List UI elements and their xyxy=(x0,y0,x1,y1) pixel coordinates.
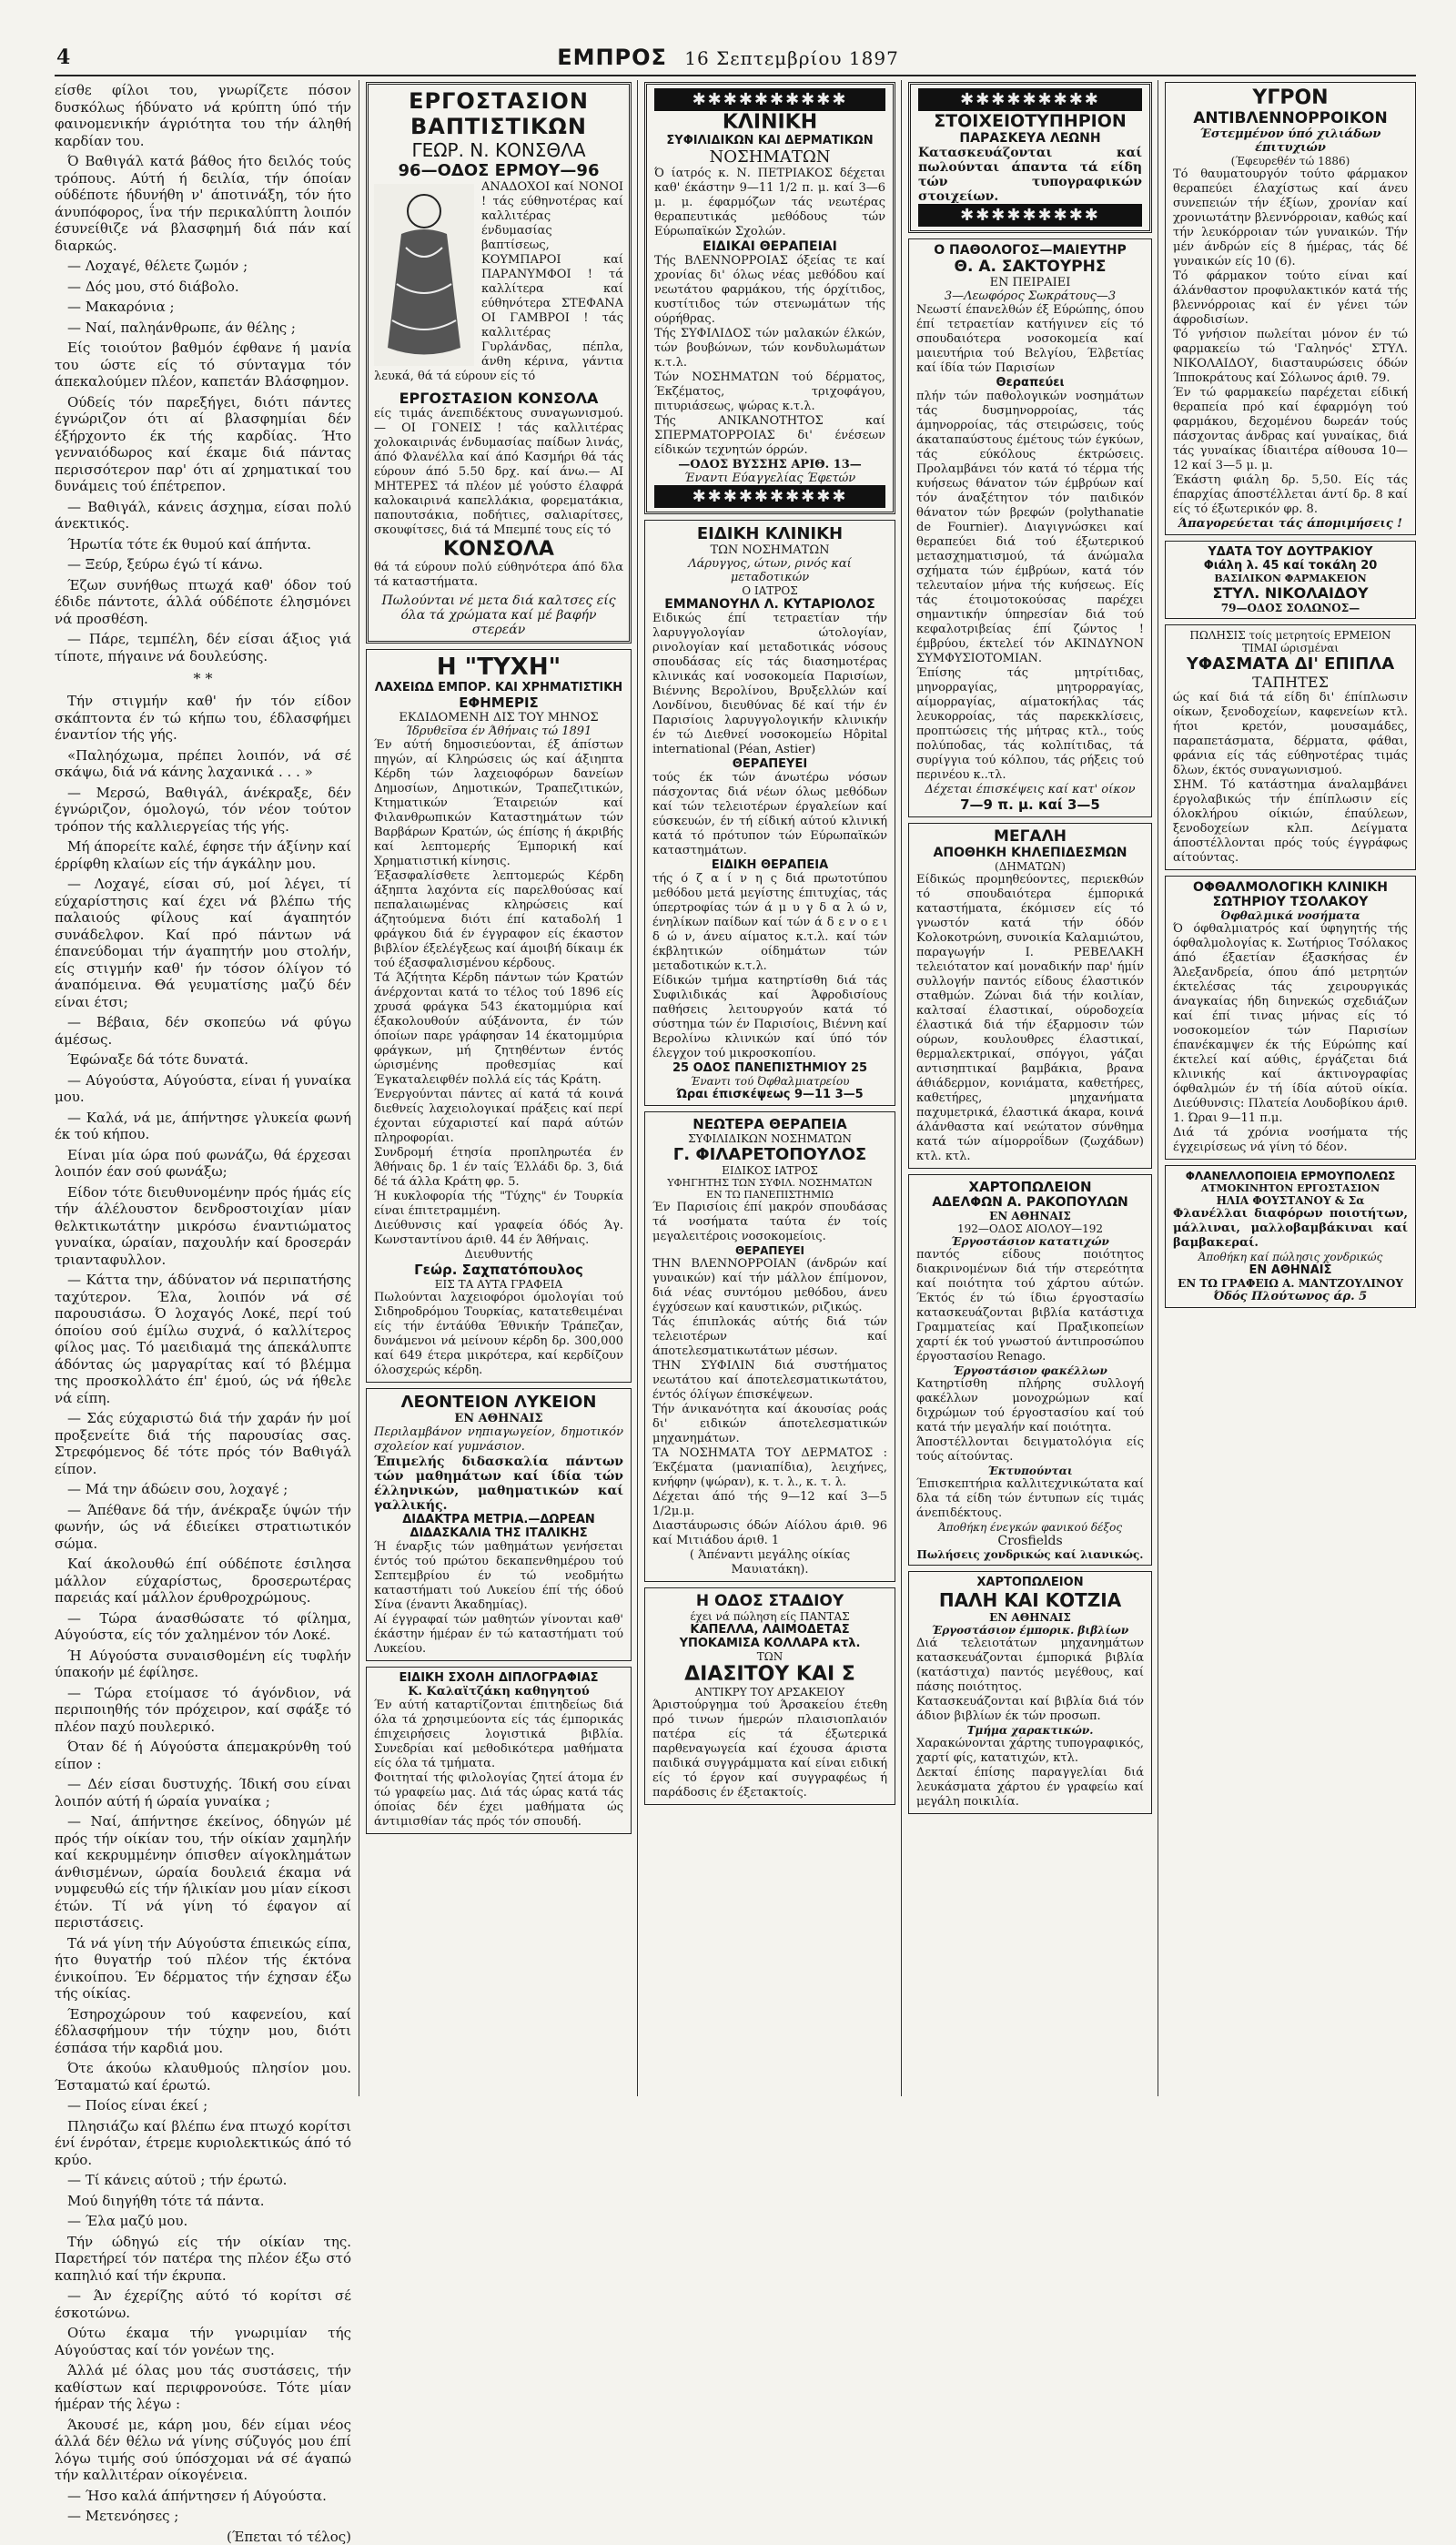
ad-address: 25 ΟΔΟΣ ΠΑΝΕΠΙΣΤΗΜΙΟΥ 25 xyxy=(652,1061,887,1075)
ad-subtitle: ΑΠΟΘΗΚΗ ΚΗΛΕΠΙΔΕΣΜΩΝ xyxy=(916,846,1144,860)
ad-text: Έν αύτή δημοσιεύονται, έξ άπίστων πηγών, αί Κληρώσεις ώς καί άξιηπτα Κέρδη τών λαχειοφόρων δανείων Δημοσίων, Δημοτικών, Τραπεζιτικών, Κτηματικών Έταιρειών καί Φιλανθρωπικών Καταστημάτων τών Βαρβάρων Κρατών, ώς έπίσης ή άκριβής καί λεπτομερής Έμπορική καί Χρηματιστική κίνησις. xyxy=(374,738,623,869)
ad-text: Είδικών τμήμα κατηρτίσθη διά τάς Συφιλιδικάς καί Άφροδισίους παθήσεις λειτουργούν κατά τό σύστημα τών έν Παρισίοις, Βιέννη καί Βερολίνω κλινικών καί ύπό τόν έλεγχον τού μικροσκοπίου. xyxy=(652,974,887,1061)
story-paragraph: — Βαθιγάλ, κάνεις άσχημα, είσαι πολύ άνεκτικός. xyxy=(55,499,351,532)
ad-column-3 xyxy=(644,82,895,2098)
ad-subtitle: ΕΚΔΙΔΟΜΕΝΗ ΔΙΣ ΤΟΥ ΜΗΝΟΣ xyxy=(374,711,623,725)
ad-subtitle: Λάρυγγος, ώτων, ρινός καί μεταδοτικών xyxy=(652,557,887,584)
ad-text: Δέχεται έπισκέψεις καί κατ' οίκον xyxy=(916,783,1144,796)
story-paragraph: Έφώναξε δά τότε δυνατά. xyxy=(55,1051,351,1069)
story-paragraph: Είς τοιούτον βαθμόν έφθανε ή μανία του ώστε είς τό σύνταγμα τόν άπεκαλούμεν πλέον, καπετάν Βλάσφημον. xyxy=(55,340,351,390)
ad-text: ώς καί διά τά είδη δι' έπίπλωσιν οίκων, ξενοδοχείων, καφενείων κτλ. ήτοι κρετόν, μουσαμάδες, παραπετάσματα, δέρματα, φάθαι, φράνια είς τάς εύθηνοτέρας τιμάς δλων, έκτός συναγωνισμού. xyxy=(1173,691,1408,778)
ad-subtitle: (ΔΗΜΑΤΩΝ) xyxy=(916,860,1144,873)
ad-text: Πωλήσεις χονδρικώς καί λιανικώς. xyxy=(916,1548,1144,1561)
ad-name: Γεώρ. Σαχπατόπουλος xyxy=(374,1262,623,1278)
ad-text: ΑΝΑΔΟΧΟΙ καί ΝΟΝΟΙ ! τάς εύθηνοτέρας καί καλλιτέρας ένδυμασίας βαπτίσεως, ΚΟΥΜΠΑΡΟΙ καί ΠΑΡΑΝΥΜΦΟΙ ! τά καλλίτερα καί εύθηνότερα ΣΤΕΦΑΝΑ ΟΙ ΓΑΜΒΡΟΙ ! τάς καλλιτέρας Γυρλάνδας, πέπλα, άνθη κέρινα, γάντια λευκά, θά τά εύρουν είς τό xyxy=(374,180,623,384)
ad-text: Φλανέλλαι διαφόρων ποιοτήτων, μάλλιναι, μαλλοβαμβάκιναι καί βαμβακεραί. xyxy=(1173,1207,1408,1251)
ad-subtitle: Έργοστάσιον έμπορικ. βιβλίων xyxy=(916,1624,1144,1637)
ad-address: 79—ΟΔΟΣ ΣΟΛΩΝΟΣ— xyxy=(1173,602,1408,614)
ad-subtitle: Όφθαλμικά νοσήματα xyxy=(1173,909,1408,922)
masthead-rule xyxy=(55,75,1416,76)
ad-baptism-factory xyxy=(366,82,632,644)
ad-subtitle: Κ. Καλαϊτζάκη καθηγητού xyxy=(374,1685,623,1698)
ad-text: Αί έγγραφαί τών μαθητών γίνονται καθ' έκάστην ήμέραν έν τώ καταστήματι τού Λυκείου. xyxy=(374,1613,623,1657)
story-paragraph: — Ήσο καλά άπήντησεν ή Αύγούστα. xyxy=(55,2488,351,2505)
ad-subtitle: ΠΑΡΑΣΚΕΥΑ ΛΕΩΝΗ xyxy=(918,131,1142,146)
story-paragraph: Είδον τότε διευθυνομένην πρός ήμάς είς τήν άλέλουστον δενδροστοιχίαν μίαν θελκτικωτάτην μικρόσω έναντιώματος γυναίκα, ώραίαν, παχουλήν καί δροσεράν τριανταφυλλον. xyxy=(55,1184,351,1269)
ad-title: ΚΛΙΝΙΚΗ xyxy=(654,111,885,134)
decorative-star-border: ✱✱✱✱✱✱✱✱✱ xyxy=(918,204,1142,227)
ad-text: Συνδρομή έτησία προπληρωτέα έν Άθήναις δρ. 1 έν ταίς Έλλάδι δρ. 3, διά δέ τά άλλα Κράτη φρ. 5. xyxy=(374,1146,623,1190)
story-paragraph: — Βέβαια, δέν σκοπεύω νά φύγω άμέσως. xyxy=(55,1014,351,1048)
ad-text: Ή έναρξις τών μαθημάτων γενήσεται έντός τού πρώτου δεκαπενθημέρου τού Σεπτεμβρίου έν τώ νεοδμήτω καταστήματι τού Λυκείου έπί τής όδού Σίνα (έναντι Άκαδημίας). xyxy=(374,1540,623,1613)
ad-text: Κατασκευάζονται καί βιβλία διά τόν άδιον βιβλίων έκ τών προσωπ. xyxy=(916,1695,1144,1724)
story-paragraph: Ούδείς τόν παρεξήγει, διότι πάντες έγνώριζον ότι αί βλασφημίαι δέν έξήρχοντο έκ τής καρδίας. Ήτο γενναιόδωρος καί έκαμε διά πάντας περισσότερον παρ' ότι αί χρηματικαί του δυνάμεις τού έπέτρεπον. xyxy=(55,394,351,495)
ad-text: θά τά εύρουν πολύ εύθηνότερα άπό δλα τά καταστήματα. xyxy=(374,561,623,590)
ad-address: Όδός Πλούτωνος άρ. 5 xyxy=(1173,1290,1408,1303)
story-paragraph: Ότε άκούω κλαυθμούς πλησίον μου. Έσταματώ καί έρωτώ. xyxy=(55,2060,351,2094)
ad-subtitle: ΕΝ ΑΘΗΝΑΙΣ xyxy=(916,1611,1144,1624)
ad-paper-shop-rakopoulos xyxy=(908,1174,1152,1566)
ad-text: ΤΑ ΝΟΣΗΜΑΤΑ ΤΟΥ ΔΕΡΜΑΤΟΣ : Έκζέματα (μανιαπίδια), λειχήνες, κνήφην (ψώραν), κ. τ. λ., κ. τ. λ. xyxy=(652,1446,887,1490)
ad-subtitle: ΕΝ ΑΘΗΝΑΙΣ xyxy=(916,1210,1144,1222)
story-paragraph: — Κάττα την, άδύνατον νά περιπατήσης ταχύτερον. Έλα, λοιπόν νά σέ παρουσιάσω. Ό λοχαγός Λοκέ, περί τού όποίου σού έμίλω συχνά, ό καλλίτερος φίλος μας. Τό μαειδιαμά της άπεκάλυπτε άδόντας ώς μαργαρίτας καί τό βλέμμα της προσκολλάτο έπ' έμού, ώς νά ήθελε νά είπη. xyxy=(55,1272,351,1406)
ad-text: Έν Παρισίοις έπί μακρόν σπουδάσας τά νοσήματα ταύτα έν τοίς μεγαλειτέροις νοσοκομείοις. xyxy=(652,1201,887,1244)
ad-subtitle: ΕΝ ΤΩ ΠΑΝΕΠΙΣΤΗΜΙΩ xyxy=(652,1189,887,1201)
story-paragraph: — Έλα μαζύ μου. xyxy=(55,2213,351,2230)
story-paragraph: «Παληόχωμα, πρέπει λοιπόν, νά σέ σκάψω, διά νά κάνης λαχανικά . . . » xyxy=(55,747,351,781)
ad-paper-shop-pali xyxy=(908,1571,1152,1814)
ad-name: ΗΛΙΑ ΦΟΥΣΤΑΝΟΥ & Σα xyxy=(1173,1194,1408,1207)
ad-text: Κατηρτίσθη πλήρης συλλογή φακέλλων μονοχρώμων καί διχρώμων τού έργοστασίου καί τού κατά τήν μεγαλήν καί ποιότητα. xyxy=(916,1377,1144,1435)
ad-text: τής ό ζ α ί ν η ς διά πρωτοτύπου μεθόδου μετά μεγίστης έπιτυχίας, τάς ύπερτροφίας τών ά μ υ γ δ α λ ώ ν, ένηλίκων παίδων καί τών ά δ ε ν ο ε ι δ ώ ν, άνευ αίματος κ.τ.λ. καί τών έκβλητικών οίδημάτων τών μεταδοτικών κ.τ.λ. xyxy=(652,872,887,974)
ad-text: Άποθήκη καί πώλησις χονδρικώς xyxy=(1173,1251,1408,1263)
ad-text: Φοιτηταί τής φιλολογίας ζητεί άτομα έν τώ γραφείω μας. Διά τάς ώρας κατά τάς όποίας δέν έχει μαθήματα ώς άντιμισθίαν τάς πρός τόν σπουδή. xyxy=(374,1771,623,1830)
ad-owner: ΓΕΩΡ. Ν. ΚΟΝΣΘΛΑ xyxy=(374,139,623,161)
ad-subtitle: ΑΔΕΛΦΩΝ Α. ΡΑΚΟΠΟΥΛΩΝ xyxy=(916,1195,1144,1210)
ad-text: Έξασφαλίσθετε λεπτομερώς Κέρδη άξηπτα λαχόντα είς παρελθούσας καί πεπαλαιωμένας κληρώσεις καί άζητούμενα διότι έπί καταδολή 1 φράγκου διά έν έγγραφον είς έκαστον βιβλίον έξελέγξεως καί άμοιβή δίκαιμ έκ τού έξασφαλισμένου κέρδους. xyxy=(374,869,623,971)
story-paragraph: — Λοχαγέ, είσαι σύ, μοί λέγει, τί εύχαρίστησις καί έχει νά βλέπω τής παλαιούς φίλους καί άγαπητόν συνάδελφον. Καί πρό πάντων νά έπανεύδομαι τήν άγαπητήν μου στολήν, είς στιγμήν καθ' ήν τόσον όλίγον τό άναπόμεινα. Θά γευματίσης μαζύ δέν είναι έτσι; xyxy=(55,876,351,1010)
ad-text: Ό ίατρός κ. Ν. ΠΕΤΡΙΑΚΟΣ δέχεται καθ' έκάστην 9—11 1/2 π. μ. καί 3—6 μ. μ. έφαρμόζων τάς νεωτέρας θεραπευτικάς μεθόδους τών Εύρωπαϊκών Σχολών. xyxy=(654,167,885,239)
column-divider xyxy=(901,80,902,2096)
section-separator: * * xyxy=(55,670,351,687)
ad-title: Η "ΤΥΧΗ" xyxy=(374,654,623,681)
paper-name: ΕΜΠΡΟΣ xyxy=(557,45,667,70)
story-paragraph: — Πάρε, τεμπέλη, δέν είσαι άξιος γιά τίποτε, πήγαινε νά δουλεύσης. xyxy=(55,631,351,664)
ad-address: —ΟΔΟΣ ΒΥΣΣΗΣ ΑΡΙΘ. 13— xyxy=(654,458,885,471)
story-paragraph: — Τώρα ετοίμασε τό άγόνδιον, νά περιποιηθής τόν πρόχειρον, καί σφάξε τό πλέον παχύ πουλερικό. xyxy=(55,1685,351,1736)
ad-subtitle: ΘΕΡΑΠΕΥΕΙ xyxy=(652,1244,887,1257)
ad-title: ΛΕΟΝΤΕΙΟΝ ΛΥΚΕΙΟΝ xyxy=(374,1393,623,1412)
ad-subtitle: ΘΕΡΑΠΕΥΕΙ xyxy=(652,757,887,771)
ad-title: ΧΑΡΤΟΠΩΛΕΙΟΝ xyxy=(916,1576,1144,1589)
story-paragraph: Άλλά μέ όλας μου τάς συστάσεις, τήν καθίστων καί περιφρονούσε. Τότε μίαν ήμέραν τής λέγω : xyxy=(55,2362,351,2413)
story-paragraph: Μού διηγήθη τότε τά πάντα. xyxy=(55,2193,351,2210)
ad-subtitle: ΕΝ ΠΕΙΡΑΙΕΙ xyxy=(916,276,1144,289)
ad-title: Η ΟΔΟΣ ΣΤΑΔΙΟΥ xyxy=(652,1592,887,1610)
ad-name: ΚΟΝΣΟΛΑ xyxy=(374,538,623,561)
ad-subtitle: ΣΥΦΙΛΙΔΙΚΩΝ ΝΟΣΗΜΑΤΩΝ xyxy=(652,1132,887,1145)
ad-hours: 7—9 π. μ. καί 3—5 xyxy=(916,796,1144,813)
ad-text: Τών ΝΟΣΗΜΑΤΩΝ τού δέρματος, Έκζέματος, τριχοφάγου, πιτυριάσεως, ψώρας κ.τ.λ. xyxy=(654,370,885,414)
ad-name: ΣΤΥΛ. ΝΙΚΟΛΑΙΔΟΥ xyxy=(1173,584,1408,602)
ad-text: Τής ΒΛΕΝΝΟΡΡΟΙΑΣ όξείας τε καί χρονίας δι' όλως νέας μεθόδου καί νεωτάτου φαρμάκου, τής όρχίτιδος, κυστίτιδος τών στενωμάτων τής ούρήθρας. xyxy=(654,254,885,327)
ad-subtitle: ΕΙΔΙΚΑΙ ΘΕΡΑΠΕΙΑΙ xyxy=(654,239,885,254)
ad-column-2 xyxy=(366,82,632,2098)
ad-text: Crosfields xyxy=(916,1534,1144,1548)
ad-antiblennorrhea xyxy=(1165,82,1416,535)
ad-text: Ό όφθαλμιατρός καί ύφηγητής τής όφθαλμολογίας κ. Σωτήριος Τσόλακος άπό έξαετίαν έξασκήσας έν Άλεξανδρεία, όπου άπό μετρητών έκτελέσας τάς χειρουργικάς άναγκαίας ήδη διηνεκώς σχεδιάζων καί έπί τινας μήνας είς τό νοσοκομείον τών Παρισίων έπανέκαμψεν έκ τής Εύρώπης καί έκτελεί καί αύθις, έργάζεται διά κλινικής καί άκτινογραφίας όφθαλμών έν τή ίδία αύτοϋ οίκία. Διεύθυνσις: Πλατεία Λουδοβίκου άριθ. 1. Ώραι 9—11 π.μ. xyxy=(1173,922,1408,1126)
ad-subtitle: έχει νά πώληση είς ΠΑΝΤΑΣ xyxy=(652,1610,887,1623)
story-paragraph: Έζων συνήθως πτωχά καθ' όδον τού έδιδε πάντοτε, άλλά ούδέποτε έλησμόνει νά προσθέση. xyxy=(55,577,351,628)
story-column xyxy=(55,82,351,2098)
ad-text: πλήν τών παθολογικών νοσημάτων τάς δυσμηνορροίας, τάς άμηνορροίας, τάς στειρώσεις, τούς άκαταπαύστους έμέτους τών έγκύων, τάς εύκόλους έκτρώσεις. Προλαμβάνει τόν κατά τό τέρμα τής κυήσεως θάνατον τών έμβρύων καί τόν άναξέτητον τόν παιδικόν θάνατον τών βρεφών (polythanatie de Fournier). Διαγιγνώσκει καί θεραπεύει διά τού έξωτερικού μετασχηματισμού, τά άνώμαλα σχήματα τών έμβρύων, κατά τόν τελευταίον μήνα τής κυήσεως. Είς τάς έτοιμοτοκούσας παρέχει σημαντικήν ύπηρεσίαν διά τού κεφαλοτριβείας έπί ζώντος ! έμβρύου, έκτελεί τόν ΑΚΙΝΔΥΝΟΝ ΣΥΜΦΥΣΙΟΤΟΜΙΑΝ. xyxy=(916,390,1144,666)
ad-text: Ειδικώς έπί τετραετίαν τήν λαρυγγολογίαν ώτολογίαν, ρινολογίαν καί μεταδοτικάς νόσους σπουδάσας είς τάς διασημοτέρας κλινικάς καί νοσοκομεία Παρισίων, Βιέννης Βερολίνου, Βρυξελλών καί Λονδίνου, διευθύνας δέ καί τήν έν Παρισίοις λαρυγγολογικήν κλινικήν έν τώ Διεθνεί νοσοκομείω Hôpital international (Péan, Astier) xyxy=(652,612,887,757)
story-paragraph: Μή άπορείτε καλέ, έφησε τήν άξίνην καί έρρίφθη κλαίων είς τήν άγκάλην μου. xyxy=(55,838,351,872)
story-paragraph: — Καλά, νά με, άπήντησε γλυκεία φωνή έκ τού κήπου. xyxy=(55,1110,351,1143)
ad-subtitle: ΠΩΛΗΣΙΣ τοίς μετρητοίς ΕΡΜΕΙΟΝ ΤΙΜΑΙ ώρισμέναι xyxy=(1173,629,1408,654)
page-number: 4 xyxy=(56,46,70,69)
ad-ophthalmology-clinic xyxy=(1165,876,1416,1160)
story-paragraph: Τήν ώδηγώ είς τήν οίκίαν της. Παρετήρεί τόν πατέρα της πλέον έξω στό καπηλιό καί τήν έκρυπα. xyxy=(55,2234,351,2285)
story-paragraph: — Ξεύρ, ξεύρω έγώ τί κάνω. xyxy=(55,556,351,573)
ad-address: Έναντι τού Όφθαλμιατρείου xyxy=(652,1075,887,1088)
ad-text: Άποστέλλονται δειγματολόγια είς τούς αίτούντας. xyxy=(916,1435,1144,1465)
ad-title: ΕΙΔΙΚΗ ΚΛΙΝΙΚΗ xyxy=(652,524,887,543)
decorative-star-border: ✱✱✱✱✱✱✱✱✱✱ xyxy=(654,485,885,508)
ad-text: Διευθυντής xyxy=(374,1248,623,1262)
story-paragraph: — Μακαρόνια ; xyxy=(55,299,351,316)
ad-name: ΕΜΜΑΝΟΥΗΛ Λ. ΚΥΤΑΡΙΟΛΟΣ xyxy=(652,597,887,612)
ad-text: Έν τώ φαρμακείω παρέχεται είδική θεραπεία πρό καί έφαρμόγη τού φαρμάκου, δεχομένου δωρεάν τούς πάσχοντας άνδρας καί γυναίκας, διά τάς γυναίκας ίδιαιτέρα αίθουσα 10—12 καί 3—5 μ. μ. xyxy=(1173,386,1408,473)
ad-address: 192—ΟΔΟΣ ΑΙΟΛΟΥ—192 xyxy=(916,1222,1144,1235)
ad-text: Έπισκεπτήρια καλλιτεχνικώτατα καί δλα τά είδη τών έντυπων είς τιμάς άνεπιδέκτους. xyxy=(916,1477,1144,1521)
story-paragraph: είσθε φίλοι του, γνωρίζετε πόσον δυσκόλως ήδύνατο νά κρύπτη ύπό τήν φαινομενικήν άγριότητα του τήν άληθή καρδίαν του. xyxy=(55,82,351,149)
ad-title: ΕΙΔΙΚΗ ΣΧΟΛΗ ΔΙΠΛΟΓΡΑΦΙΑΣ xyxy=(374,1671,623,1685)
ad-text: Διά τελειοτάτων μηχανημάτων κατασκευάζονται έμπορικά βιβλία (κατάστιχα) παντός μεγέθους, καί πάσης ποιότητος. xyxy=(916,1637,1144,1695)
ad-hermeion-fabrics xyxy=(1165,624,1416,870)
ad-subtitle: ΥΠΟΚΑΜΙΣΑ ΚΟΛΛΑΡΑ κτλ. xyxy=(652,1637,887,1650)
ad-text: Έπιμελής διδασκαλία πάντων τών μαθημάτων καί ίδία τών έλληνικών, μαθηματικών καί γαλλικής. xyxy=(374,1455,623,1513)
ad-subtitle: ΕΙΔΙΚΗ ΘΕΡΑΠΕΙΑ xyxy=(652,858,887,872)
decorative-star-border: ✱✱✱✱✱✱✱✱✱✱ xyxy=(654,88,885,111)
story-paragraph: Άκουσέ με, κάρη μου, δέν είμαι νέος άλλά δέν θέλω νά γίνης σύζυγός μου έπί λόγω τιμής σού ύπόσχομαι νά σέ άγαπώ τήν καλλιτέραν οίκογένεια. xyxy=(55,2417,351,2484)
ad-subtitle: ΔΙΔΑΚΤΡΑ ΜΕΤΡΙΑ.—ΔΩΡΕΑΝ ΔΙΔΑΣΚΑΛΙΑ ΤΗΣ ΙΤΑΛΙΚΗΣ xyxy=(374,1513,623,1540)
story-paragraph: — Τώρα άνασθώσατε τό φίλημα, Αύγούστα, είς τόν χαλημένον τόν Λοκέ. xyxy=(55,1610,351,1644)
baptism-figure-illustration xyxy=(374,184,474,366)
ad-text: Τήν άνικανότητα καί άκουσίας ροάς δι' ειδικών άποτελεσματικών μηχανημάτων. xyxy=(652,1403,887,1446)
story-paragraph: — Ναί, άπήντησε έκείνος, όδηγών μέ πρός τήν οίκίαν του, τήν οίκίαν χαμηλήν καί κεκρυμμένην όπισθεν αίγοκλημάτων άνθισμένων, ώραία δουλειά έκαμα νά νυμφευθώ είς τήν ήλικίαν μου μίαν είκοσι έτών. Τί νά γίνη τό έφαγον αί περιστάσεις. xyxy=(55,1813,351,1932)
story-paragraph: — Δέν είσαι δυστυχής. Ίδική σου είναι λοιπόν αύτή ή ώραία γυναίκα ; xyxy=(55,1776,351,1810)
ad-subtitle: ΥΦΗΓΗΤΗΣ ΤΩΝ ΣΥΦΙΛ. ΝΟΣΗΜΑΤΩΝ xyxy=(652,1177,887,1189)
ad-text: Άριστούργημα τού Άρσακείου έτεθη πρό τινων ήμερών πλαισιοπλαιόν πατέρα είς τά έξωτερικά παρθεναγωγεία καί έχουσα άριστα παιδικά συγγράμματα καί είναι ειδική είς τό έργον καί συγγραφέως ή παράδοσις έν έξετακτοίς. xyxy=(652,1698,887,1800)
story-paragraph: — Τί κάνεις αύτοϋ ; τήν έρωτώ. xyxy=(55,2172,351,2189)
ad-name: ΔΙΑΣΙΤΟΥ ΚΑΙ Σ xyxy=(652,1663,887,1686)
ad-name: ΑΝΤΙΒΛΕΝΝΟΡΡΟΙΚΟΝ xyxy=(1173,109,1408,127)
ad-name: ΥΦΑΣΜΑΤΑ ΔΙ' ΕΠΙΠΛΑ xyxy=(1173,654,1408,674)
story-paragraph: — Άπέθανε δά τήν, άνέκραξε ύψών τήν φωνήν, ώς νά έδιείκει στρατιωτικόν σώμα. xyxy=(55,1502,351,1553)
ad-name: Γ. ΦΙΛΑΡΕΤΟΠΟΥΛΟΣ xyxy=(652,1145,887,1164)
ad-text: Νεωστί έπανελθών έξ Εύρώπης, όπου έπί τετραετίαν κατήγινεν είς τό σπουδαιότερα νοσοκομεία καί μαιευτήρια τού Βελγίου, Έλβετίας καί ίδία τών Παρισίων xyxy=(916,303,1144,376)
ad-text: Διαστάυρωσις όδών Αίόλου άριθ. 96 καί Μιτιάδου άριθ. 1 xyxy=(652,1519,887,1548)
ad-subtitle: ΑΤΜΟΚΙΝΗΤΟΝ ΕΡΓΟΣΤΑΣΙΟΝ xyxy=(1173,1182,1408,1194)
ad-subtitle: ΝΟΣΗΜΑΤΩΝ xyxy=(654,147,885,167)
ad-subtitle: Τμήμα χαρακτικών. xyxy=(916,1724,1144,1737)
ad-loutraki-waters xyxy=(1165,541,1416,619)
ad-subtitle: Ο ΙΑΤΡΟΣ xyxy=(652,584,887,597)
ad-text: Περιλαμβάνον νηπιαγωγείον, δημοτικόν σχολείον καί γυμνάσιον. xyxy=(374,1425,623,1455)
ad-subtitle: ΤΑΠΗΤΕΣ xyxy=(1173,674,1408,691)
story-paragraph: Είναι μία ώρα πού φωνάζω, θά έρχεσαι λοιπόν έαν σού φωνάξω; xyxy=(55,1147,351,1181)
ad-subtitle: Θεραπεύει xyxy=(916,376,1144,390)
ad-text: Διεύθυνσις καί γραφεία όδός Άγ. Κωνσταντίνου άριθ. 44 έν Άθήναις. xyxy=(374,1219,623,1248)
ad-title: ΕΡΓΟΣΤΑΣΙΟΝ ΒΑΠΤΙΣΤΙΚΩΝ xyxy=(374,88,623,139)
ad-title: ΜΕΓΑΛΗ xyxy=(916,827,1144,846)
ad-new-therapy xyxy=(644,1111,895,1582)
ad-column-4 xyxy=(908,82,1152,2098)
story-paragraph: Καί άκολουθώ έπί ούδέποτε έσιλησα μάλλον εύχαρίστως, δροσερωτέρας παρειάς καί μάλλον έρυθροχρώμους. xyxy=(55,1556,351,1607)
ad-street: 96—ΟΔΟΣ ΕΡΜΟΥ—96 xyxy=(374,161,623,180)
ad-text: Έν αύτή καταρτίζονται έπιτηδείως διά όλα τά χρησιμεύοντα είς τάς έμπορικάς έπιχειρήσεις λογιστικά βιβλία. Συνεδρίαι καί μεθοδικότερα μαθήματα είς όλα τά τμήματα. xyxy=(374,1698,623,1771)
issue-date: 16 Σεπτεμβρίου 1897 xyxy=(684,47,899,69)
ad-subtitle: ΑΝΤΙΚΡΥ ΤΟΥ ΑΡΣΑΚΕΙΟΥ xyxy=(652,1686,887,1698)
story-paragraph: Ό Βαθιγάλ κατά βάθος ήτο δειλός τούς τρόπους. Αύτή ή δειλία, τήν όποίαν ούδέποτε ήδυνήθη ν' άποτινάξη, τόν ήτο άνυπόφορος, ΐνα τήν περικαλύπτη λοιπόν έσυνείθιζε νά βλασφημή διά πάν καί διαρκώς. xyxy=(55,153,351,254)
ad-text: ( Άπέναντι μεγάλης οίκίας Μαυιατάκη). xyxy=(652,1548,887,1577)
ad-name: ΠΑΛΗ ΚΑΙ ΚΟΤΖΙΑ xyxy=(916,1589,1144,1611)
story-paragraph: Όταν δέ ή Αύγούστα άπεμακρύνθη τού είπον : xyxy=(55,1739,351,1772)
ad-text: ΤΗΝ ΣΥΦΙΛΙΝ διά συστήματος νεωτάτου καί άποτελεσματικωτάτου, έντός όλίγων έπισκέψεων. xyxy=(652,1359,887,1403)
ad-column-5 xyxy=(1165,82,1416,2098)
ad-title: ΦΛΑΝΕΛΛΟΠΟΙΕΙΑ ΕΡΜΟΥΠΟΛΕΩΣ xyxy=(1173,1170,1408,1182)
ad-title: Ο ΠΑΘΟΛΟΓΟΣ—ΜΑΙΕΥΤΗΡ xyxy=(916,243,1144,258)
ad-bandage-store xyxy=(908,823,1152,1169)
ad-subtitle: ΤΩΝ xyxy=(652,1650,887,1663)
story-paragraph: — Λοχαγέ, θέλετε ζωμόν ; xyxy=(55,258,351,275)
ad-pathologist xyxy=(908,238,1152,817)
ad-text: Τό φάρμακον τούτο είναι καί άλάνθαστον προφυλακτικόν κατά τής βλεννόρροιας καί έν γένει τών άφροδισίων. xyxy=(1173,269,1408,328)
ad-text: Τό θαυματουργόν τούτο φάρμακον θεραπεύει έλαχίστως καί άνευ συνεπειών τήν έξίων, χρονίαν καί χρονιωτάτην βλεννόρροιαν, καθώς καί τήν λευκόρροιαν τών γυναικών. Τήν μέν άνδρών είς 8 ήμέρας, τάς δέ γυναικών είς 10 (6). xyxy=(1173,167,1408,269)
ad-address: 3—Λεωφόρος Σωκράτους—3 xyxy=(916,289,1144,303)
ad-text: Έκάστη φιάλη δρ. 5,50. Είς τάς έπαρχίας άποστέλλεται άντί δρ. 8 καί είς τό έξωτερικόν φρ. 8. xyxy=(1173,473,1408,517)
ad-text: Δεκταί έπίσης παραγγελίαι διά λευκάσματα χάρτου έν γραφείω καί μεγάλη ποικιλία. xyxy=(916,1766,1144,1810)
ad-type-foundry xyxy=(908,82,1152,233)
ad-address: ΕΝ ΤΩ ΓΡΑΦΕΙΩ Α. ΜΑΝΤΖΟΥΛΙΝΟΥ xyxy=(1173,1277,1408,1290)
ad-text: Άποθήκη ένεγκών φανικού δέξος xyxy=(916,1521,1144,1534)
story-continued-note: (Έπεται τό τέλος) xyxy=(55,2529,351,2545)
story-paragraph: Τά νά γίνη τήν Αύγούστα έπιεικώς είπα, ήτο θυγατήρ τού πλέον τής έκτόνα ένικοίπου. Έν δέρματος τήν έχησαν έξω τής οίκίας. xyxy=(55,1935,351,2003)
ad-text: Τάς έπιπλοκάς αύτής διά τών τελειοτέρων καί άποτελεσματικωτάτων μέσων. xyxy=(652,1315,887,1359)
ad-name: Θ. Α. ΣΑΚΤΟΥΡΗΣ xyxy=(916,258,1144,276)
ad-subtitle: ΤΩΝ ΝΟΣΗΜΑΤΩΝ xyxy=(652,543,887,557)
ad-subtitle: ΕΝ ΑΘΗΝΑΙΣ xyxy=(374,1412,623,1425)
story-paragraph: — Μά την άδώειν σου, λοχαγέ ; xyxy=(55,1481,351,1498)
ad-text: Διά τά χρόνια νοσήματα τής έγχειρίσεως νά γίνη τό δέον. xyxy=(1173,1126,1408,1155)
ad-subtitle: Ίδρυθεϊσα έν Άθήναις τώ 1891 xyxy=(374,725,623,738)
ad-text: ΤΗΝ ΒΛΕΝΝΟΡΡΟΙΑΝ (άνδρών καί γυναικών) καί τήν μάλλον έπίμονον, διά νέας συντόμου μεθόδου, άνευ έγχύσεων καί καυστικών, ριζικώς. xyxy=(652,1257,887,1315)
story-paragraph: — Ναί, παληάνθρωπε, άν θέλης ; xyxy=(55,319,351,337)
ad-subtitle: ΛΑΧΕΙΩΔ ΕΜΠΟΡ. ΚΑΙ ΧΡΗΜΑΤΙΣΤΙΚΗ xyxy=(374,681,623,695)
ad-text: Κατασκευάζονται καί πωλούνται άπαντα τά είδη τών τυπογραφικών στοιχείων. xyxy=(918,146,1142,204)
story-paragraph: Έσηροχώρουν τού καφενείου, καί έδλασφήμουν τήν τύχην μου, διότι έσπάσα τήν καρδιά μου. xyxy=(55,2006,351,2057)
story-paragraph: — Δός μου, στό διάβολο. xyxy=(55,279,351,296)
ad-name: ΣΩΤΗΡΙΟΥ ΤΣΟΛΑΚΟΥ xyxy=(1173,895,1408,909)
ad-text: είς τιμάς άνεπιδέκτους συναγωνισμού. — ΟΙ ΓΟΝΕΙΣ ! τάς καλλιτέρας χολοκαιρινάς ένδυμασίας παίδων λινάς, άπό Φλανέλλα καί άπό Κασμήρι θά τάς εύρουν άπό 5.50 δρχ. καί άνω.— ΑΙ ΜΗΤΕΡΕΣ τά πλέον μέ γούστο έλαφρά καλοκαιρινά καπελλάκια, φορεματάκια, παπουτσάκια, ποδήτιες, σαλιαρίτσες, σκουφίτσες, διά τά Μπεμπέ τους είς τό xyxy=(374,407,623,538)
ad-subtitle: Έστεμμένον ύπό χιλιάδων έπιτυχιών xyxy=(1173,127,1408,155)
story-paragraph: Τήν στιγμήν καθ' ήν τόν είδον σκάπτοντα έν τώ κήπω του, έδλασφήμει έναντίον τής γής. xyxy=(55,693,351,744)
ad-warning: Άπαγορεύεται τάς άπομιμήσεις ! xyxy=(1173,517,1408,531)
ad-text: Είδικώς προμηθεύοντες, περιεκθών τό σπουδαιότερα έμπορικά καταστήματα, έκόμισεν είς τό γνωστόν κατά τήν όδόν Κολοκοτρώνη, συνοικία Καλαμιώτου, παραγωγήν Ι. ΡΕΒΕΛΑΚΗ τελειότατον καί μοναδικήν παρ' ήμίν συλλογήν παντός είδους έλαστικόν σταθμών. Ζώναι διά τήν κοιλίαν, καλτσαί έλαστικαί, ούροδοχεία έλαστικά διά τήν έξαρμοσιν τών ούρων, κουλουθρες έλαστικαί, θερμαλεκτρικαί, σπόγγοι, γάζαι αντισηπτικαί βαμβάκια, βρανα άθιάδερμον, κονιάματα, καθετήρες, καθετήρες, μηχανήματα παχυμετρικά, έλαστικά άκαρα, κοινά άλάνθαστα καί νεώτατον σύνθημα κατά τών αίμορροΐδων (ζωχάδων) κτλ. κτλ. xyxy=(916,873,1144,1164)
ad-leonteion xyxy=(366,1388,632,1661)
story-paragraph: Ούτω έκαμα τήν γνωριμίαν τής Αύγούστας καί τόν γονέων της. xyxy=(55,2325,351,2358)
ad-subtitle: ΕΦΗΜΕΡΙΣ xyxy=(374,695,623,711)
ad-text: Έπίσης τάς μητρίτιδας, μηνορραγίας, μητρορραγίας, αίμορραγίας, αίματοκήλας τάς λευκορροίας, τάς παρεκκλίσεις, προπτώσεις τής μήτρας κτλ., τούς πολύποδας, τάς κολπίτιδας, τά συρίγγια τού κόλπου, τάς ρήξεις τού περινέου κ..τλ. xyxy=(916,666,1144,783)
ad-title: ΟΦΘΑΛΜΟΛΟΓΙΚΗ ΚΛΙΝΙΚΗ xyxy=(1173,880,1408,895)
ad-subtitle: Έργοστάσιον κατατιχών xyxy=(916,1235,1144,1248)
ad-hours: Ώραι έπισκέψεως 9—11 3—5 xyxy=(652,1088,887,1101)
story-paragraph: — Σάς εύχαριστώ διά τήν χαράν ήν μοί προξενείτε διά τής παρουσίας σας. Στρεφόμενος δέ τότε πρός τόν Βαθιγάλ είπον. xyxy=(55,1410,351,1477)
ad-subtitle: Έκτυπούνται xyxy=(916,1465,1144,1477)
ad-subtitle: (Έφευρεθέν τώ 1886) xyxy=(1173,155,1408,167)
story-paragraph: — Μερσώ, Βαθιγάλ, άνέκραξε, δέν έγνώριζον, όμολογώ, τόν νέον τούτον τρόπον τής καλλιεργείας τής γής. xyxy=(55,785,351,836)
story-paragraph: Πλησιάζω καί βλέπω ένα πτωχό κορίτσι ένί ένρόταν, έτρεμε κυριολεκτικώς άπό τό κρύο. xyxy=(55,2118,351,2169)
ad-special-clinic xyxy=(644,520,895,1106)
ad-text: Πωλούνται λαχειοφόροι όμολογίαι τού Σιδηροδρόμου Τουρκίας, κατατεθειμέναι είς τήν έντάύθα Έθνικήν Τράπεζαν, δυνάμενοι νά μείνουν κέρδη δρ. 300,000 καί 649 έτερα μικρότερα, καί κερδίζουν όλοσχερώς κέρδη. xyxy=(374,1291,623,1378)
story-paragraph: — Μετενόησες ; xyxy=(55,2508,351,2525)
ad-text: παντός είδους ποιότητος διακρινομένων διά τήν στερεότητα καί ποιότητα τού χάρτου αύτών. Έκτός έν τώ ίδιω έργοστασίω κατασκευάζονται βιβλία κατάστιχα Γραμματείας καί Πραξικοπείων χαρτί έκ τού γνωστού άντιπροσώπου έργοστασίου Renago. xyxy=(916,1248,1144,1364)
ad-stadiou-street xyxy=(644,1587,895,1805)
ad-title: ΥΓΡΟΝ xyxy=(1173,86,1408,109)
ad-flannel-factory xyxy=(1165,1165,1416,1308)
ad-subtitle: ΣΥΦΙΛΙΔΙΚΩΝ ΚΑΙ ΔΕΡΜΑΤΙΚΩΝ xyxy=(654,134,885,147)
ad-tyche xyxy=(366,649,632,1383)
ad-title: ΣΤΟΙΧΕΙΟΤΥΠΗΡΙΟΝ xyxy=(918,111,1142,131)
ad-subtitle: Φιάλη λ. 45 καί τοκάλη 20 xyxy=(1173,559,1408,573)
ad-diplography-school xyxy=(366,1667,632,1834)
ad-text: ΕΙΣ ΤΑ ΑΥΤΑ ΓΡΑΦΕΙΑ xyxy=(374,1278,623,1291)
ad-text: Τής ΑΝΙΚΑΝΟΤΗΤΟΣ καί ΣΠΕΡΜΑΤΟΡΡΟΙΑΣ δι' ένέσεων είδικών τεχνητών όρρών. xyxy=(654,414,885,458)
story-paragraph: — Άν έχερίζης αύτό τό κορίτσι σέ έσκοτώνω. xyxy=(55,2287,351,2321)
ad-subtitle: ΒΑΣΙΛΙΚΟΝ ΦΑΡΜΑΚΕΙΟΝ xyxy=(1173,573,1408,584)
ad-text: Τά Άζήτητα Κέρδη πάντων τών Κρατών άνέρχονται κατά το τέλος τού 1896 είς χρυσά φράγκα 543 έκατομμύρια καί έξακολουθούν αύξάνοντα, έν τών όποίων παρε γράφησαν 14 έκατομμύρια φράγκων, μή ζητηθέντων έντός ώρισμένης προθεσμίας καί Έγκαταλειφθέν πολλά είς τάς Κράτη. xyxy=(374,971,623,1088)
story-paragraph: — Αύγούστα, Αύγούστα, είναι ή γυναίκα μου. xyxy=(55,1072,351,1106)
ad-text: Δέχεται άπό τής 9—12 καί 3—5 1/2μ.μ. xyxy=(652,1490,887,1519)
ad-subtitle: ΕΙΔΙΚΟΣ ΙΑΤΡΟΣ xyxy=(652,1164,887,1177)
ad-address: Έναντι Εύαγγελίας Έφετών xyxy=(654,471,885,485)
ad-subtitle: ΚΑΠΕΛΛΑ, ΛΑΙΜΟΔΕΤΑΣ xyxy=(652,1623,887,1637)
ad-text: Χαρακώνονται χάρτης τυπογραφικός, χαρτί φίς, κατατιχών, κτλ. xyxy=(916,1737,1144,1766)
ad-subtitle: ΕΝ ΑΘΗΝΑΙΣ xyxy=(1173,1263,1408,1277)
decorative-star-border: ✱✱✱✱✱✱✱✱✱ xyxy=(918,88,1142,111)
ad-title: ΥΔΑΤΑ ΤΟΥ ΔΟΥΤΡΑΚΙΟΥ xyxy=(1173,545,1408,559)
ad-clinic xyxy=(644,82,895,514)
ad-footer: Πωλούνται νέ μετα διά καλτσες είς όλα τά χρώματα καί μέ βαφήν στερεάν xyxy=(374,593,623,637)
ad-subtitle: Έργοστάσιον φακέλλων xyxy=(916,1364,1144,1377)
masthead-title xyxy=(0,44,1456,70)
column-divider xyxy=(637,80,638,2096)
story-paragraph: — Ποίος είναι έκεί ; xyxy=(55,2097,351,2114)
ad-text: Ή κυκλοφορία τής "Τύχης" έν Τουρκία είναι έπιτετραμμένη. xyxy=(374,1190,623,1219)
ad-title: ΧΑΡΤΟΠΩΛΕΙΟΝ xyxy=(916,1179,1144,1195)
ad-text: Τό γνήσιον πωλείται μόνον έν τώ φαρμακείω τώ 'Γαληνός' ΣΤΥΛ. ΝΙΚΟΛΑΙΔΟΥ, διασταυρώσεις όδών Ίπποκράτους καί Σόλωνος άριθ. 79. xyxy=(1173,328,1408,386)
ad-text: ΣΗΜ. Τό κατάστημα άναλαμβάνει έργολαβικώς τήν έπίπλωσιν είς όλοκλήρου οίκιών, έπαύλεων, ξενοδοχείων κλπ. Δείγματα άποστέλλονται πρός τούς έγγράφως αίτούντας. xyxy=(1173,778,1408,866)
masthead xyxy=(0,44,1456,73)
ad-title: ΝΕΩΤΕΡΑ ΘΕΡΑΠΕΙΑ xyxy=(652,1116,887,1132)
story-paragraph: Ή Αύγούστα συναισθομένη είς τυφλήν ύπακοήν μέ έφίλησε. xyxy=(55,1648,351,1681)
story-paragraph: Ήρωτία τότε έκ θυμού καί άπήντα. xyxy=(55,536,351,553)
ad-text: Τής ΣΥΦΙΛΙΔΟΣ τών μαλακών έλκών, τών βουβώνων, τών κονδυλωμάτων κ.τ.λ. xyxy=(654,327,885,370)
ad-subtitle: ΕΡΓΟΣΤΑΣΙΟΝ ΚΟΝΣΟΛΑ xyxy=(374,390,623,407)
ad-text: τούς έκ τών άνωτέρω νόσων πάσχοντας διά νέων όλως μεθόδων καί τών τελειοτέρων έργαλείων καί εύσκευών, έν τή είδική αύτού κλινική κατά τό πρότυπον τών Εύρωπαϊκών καταστημάτων. xyxy=(652,771,887,858)
ad-text: Ένεργούνται πάντες αί κατά τά κοινά διεθνείς λαχειολογικαί πράξεις καί περί έχονται εύχαριστεί καί παρά αύτών πληροφορίαι. xyxy=(374,1088,623,1146)
